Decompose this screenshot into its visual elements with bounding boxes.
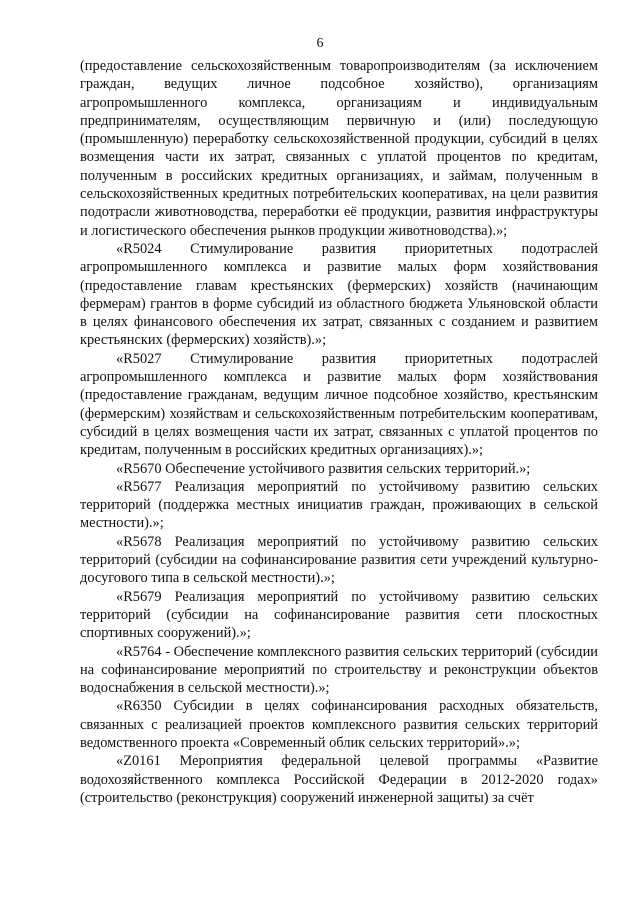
paragraph: «R5670 Обеспечение устойчивого развития сельских территорий.»; xyxy=(116,460,531,477)
paragraph: (предоставление сельскохозяйственным товаропроизводителям (за исключением граждан, ведущих личное подсобное хозяйство), организациям агропромышленного комплекса, организациям и индивидуальным предпринимателям, осуществляющим первичную и (или) последующую (промышленную) переработку сельскохозяйственной продукции, субсидий в целях возмещения части их затрат, связанных с уплатой процентов по кредитам, полученным в российских кредитных организациях, и займам, полученным в сельскохозяйственных кредитных потребительских кооперативах, на цели развития подотрасли животноводства, переработки её продукции, развития инфраструктуры и логистического обеспечения рынков продукции животноводства).»; xyxy=(80,58,598,239)
paragraph: «R5678 Реализация мероприятий по устойчивому развитию сельских территорий (субсидии на софинансирование развития сети учреждений культурно-досугового типа в сельской местности).»; xyxy=(80,533,598,587)
paragraph: «Z0161 Мероприятия федеральной целевой программы «Развитие водохозяйственного комплекса Российской Федерации в 2012-2020 годах» (строительство (реконструкция) сооружений инженерной защиты) за счёт xyxy=(80,753,598,806)
paragraph: «R5024 Стимулирование развития приоритетных подотраслей агропромышленного комплекса и развитие малых форм хозяйствования (предоставление главам крестьянских (фермерских) хозяйств (начинающим фермерам) грантов в форме субсидий из областного бюджета Ульяновской области в целях финансового обеспечения их затрат, связанных с созданием и развитием крестьянских (фермерских) хозяйств).»; xyxy=(80,240,598,349)
paragraph: «R5764 - Обеспечение комплексного развития сельских территорий (субсидии на софинансирование мероприятий по строительству и реконструкции объектов водоснабжения в сельской местности).»; xyxy=(80,643,598,697)
paragraph: «R5027 Стимулирование развития приоритетных подотраслей агропромышленного комплекса и развитие малых форм хозяйствования (предоставление гражданам, ведущим личное подсобное хозяйство, крестьянским (фермерским) хозяйствам и сельскохозяйственным потребительским кооперативам, субсидий в целях возмещения части их затрат, связанных с уплатой процентов по кредитам, полученным в российских кредитных организациях).»; xyxy=(80,350,598,459)
document-body xyxy=(80,57,598,807)
page-number: 6 xyxy=(316,36,324,51)
paragraph: «R6350 Субсидии в целях софинансирования расходных обязательств, связанных с реализацией проектов комплексного развития сельских территорий ведомственного проекта «Современный облик сельских территорий».»; xyxy=(80,698,598,751)
paragraph: «R5677 Реализация мероприятий по устойчивому развитию сельских территорий (поддержка местных инициатив граждан, проживающих в сельской местности).»; xyxy=(80,478,598,532)
paragraph: «R5679 Реализация мероприятий по устойчивому развитию сельских территорий (субсидии на софинансирование развития сети плоскостных спортивных сооружений).»; xyxy=(80,588,598,642)
